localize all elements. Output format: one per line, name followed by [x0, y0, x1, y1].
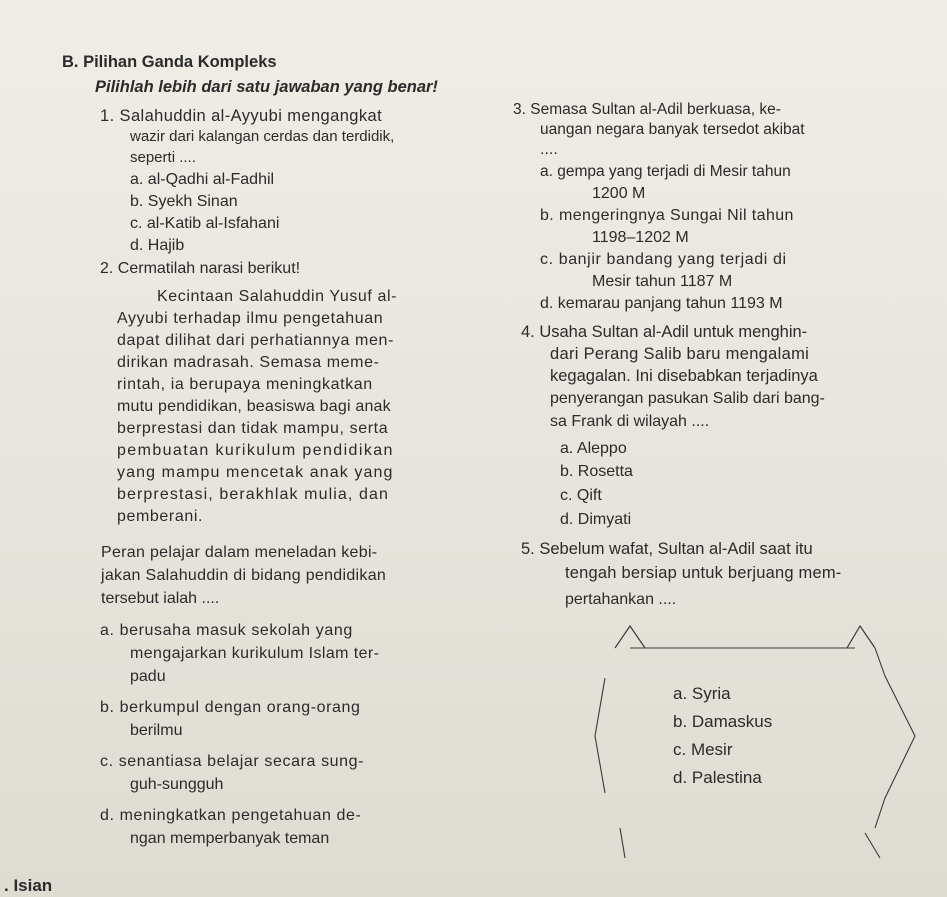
q2-option-c[interactable]: c. senantiasa belajar secara sung-	[100, 753, 365, 770]
q4-stem-line-1: 4. Usaha Sultan al-Adil untuk menghin-	[521, 323, 808, 341]
q2-question-line-2: jakan Salahuddin di bidang pendidikan	[101, 567, 387, 584]
q1-option-b[interactable]: b. Syekh Sinan	[130, 193, 238, 210]
q2-passage-line-6: mutu pendidikan, beasiswa bagi anak	[117, 398, 391, 415]
section-title: B. Pilihan Ganda Kompleks	[62, 53, 277, 71]
q5-stem-line-3: pertahankan ....	[565, 591, 677, 608]
q5-option-b[interactable]: b. Damaskus	[673, 712, 773, 731]
q2-passage-line-3: dapat dilihat dari perhatiannya men-	[117, 332, 394, 349]
q1-stem-line-1: 1. Salahuddin al-Ayyubi mengangkat	[100, 107, 383, 125]
q5-stem-line-2: tengah bersiap untuk berjuang mem-	[565, 564, 842, 582]
q3-stem-line-2: uangan negara banyak tersedot akibat	[540, 121, 805, 138]
q1-stem-line-2: wazir dari kalangan cerdas dan terdidik,	[130, 128, 395, 145]
q2-option-a[interactable]: a. berusaha masuk sekolah yang	[100, 622, 353, 639]
q4-stem-line-5: sa Frank di wilayah ....	[550, 413, 710, 430]
q5-option-d[interactable]: d. Palestina	[673, 768, 762, 787]
q3-stem-line-1: 3. Semasa Sultan al-Adil berkuasa, ke-	[513, 101, 781, 118]
q2-question-line-1: Peran pelajar dalam meneladan kebi-	[101, 544, 378, 561]
q1-option-a[interactable]: a. al-Qadhi al-Fadhil	[130, 171, 275, 188]
q2-option-a-cont-1: mengajarkan kurikulum Islam ter-	[130, 645, 380, 662]
q4-option-c[interactable]: c. Qift	[560, 487, 602, 504]
q2-passage-line-9: yang mampu mencetak anak yang	[117, 464, 394, 481]
q1-stem-line-3: seperti ....	[130, 149, 196, 166]
q2-option-c-cont: guh-sungguh	[130, 776, 224, 793]
q2-option-b[interactable]: b. berkumpul dengan orang-orang	[100, 699, 361, 716]
q2-passage-line-5: rintah, ia berupaya meningkatkan	[117, 376, 373, 393]
q1-option-c[interactable]: c. al-Katib al-Isfahani	[130, 215, 280, 232]
section-instruction: Pilihlah lebih dari satu jawaban yang benar!	[95, 78, 438, 96]
q2-option-d[interactable]: d. meningkatkan pengetahuan de-	[100, 807, 362, 824]
q4-option-d[interactable]: d. Dimyati	[560, 511, 632, 528]
q3-option-b[interactable]: b. mengeringnya Sungai Nil tahun	[540, 207, 794, 224]
q2-option-d-cont: ngan memperbanyak teman	[130, 830, 330, 847]
q2-passage-line-10: berprestasi, berakhlak mulia, dan	[117, 486, 389, 503]
q3-option-a-cont: 1200 M	[592, 185, 646, 202]
q3-option-d[interactable]: d. kemarau panjang tahun 1193 M	[540, 295, 783, 312]
q2-passage-line-2: Ayyubi terhadap ilmu pengetahuan	[117, 310, 384, 327]
q4-option-a[interactable]: a. Aleppo	[560, 440, 627, 457]
q2-passage-line-8: pembuatan kurikulum pendidikan	[117, 442, 394, 459]
q4-stem-line-4: penyerangan pasukan Salib dari bang-	[550, 390, 825, 407]
q3-option-c[interactable]: c. banjir bandang yang terjadi di	[540, 251, 787, 268]
next-section-label: . Isian	[4, 876, 53, 895]
q5-option-a[interactable]: a. Syria	[673, 684, 731, 703]
q5-stem-line-1: 5. Sebelum wafat, Sultan al-Adil saat itu	[521, 540, 813, 558]
q3-option-b-cont: 1198–1202 M	[592, 229, 689, 246]
q2-option-a-cont-2: padu	[130, 668, 166, 685]
q1-option-d[interactable]: d. Hajib	[130, 237, 185, 254]
q2-question-line-3: tersebut ialah ....	[101, 590, 220, 607]
q2-passage-line-4: dirikan madrasah. Semasa meme-	[117, 354, 380, 371]
q2-option-b-cont: berilmu	[130, 722, 183, 739]
q5-option-c[interactable]: c. Mesir	[673, 740, 733, 759]
q2-stem: 2. Cermatilah narasi berikut!	[100, 260, 301, 277]
q4-stem-line-2: dari Perang Salib baru mengalami	[550, 345, 810, 363]
q3-stem-line-3: ....	[540, 141, 558, 158]
q3-option-a[interactable]: a. gempa yang terjadi di Mesir tahun	[540, 163, 791, 180]
q4-option-b[interactable]: b. Rosetta	[560, 463, 633, 480]
q2-passage-line-7: berprestasi dan tidak mampu, serta	[117, 420, 389, 437]
q4-stem-line-3: kegagalan. Ini disebabkan terjadinya	[550, 367, 818, 385]
q2-passage-line-1: Kecintaan Salahuddin Yusuf al-	[157, 288, 398, 305]
q2-passage-line-11: pemberani.	[117, 508, 204, 525]
q3-option-c-cont: Mesir tahun 1187 M	[592, 273, 733, 290]
answer-hexagon-frame	[585, 618, 947, 868]
